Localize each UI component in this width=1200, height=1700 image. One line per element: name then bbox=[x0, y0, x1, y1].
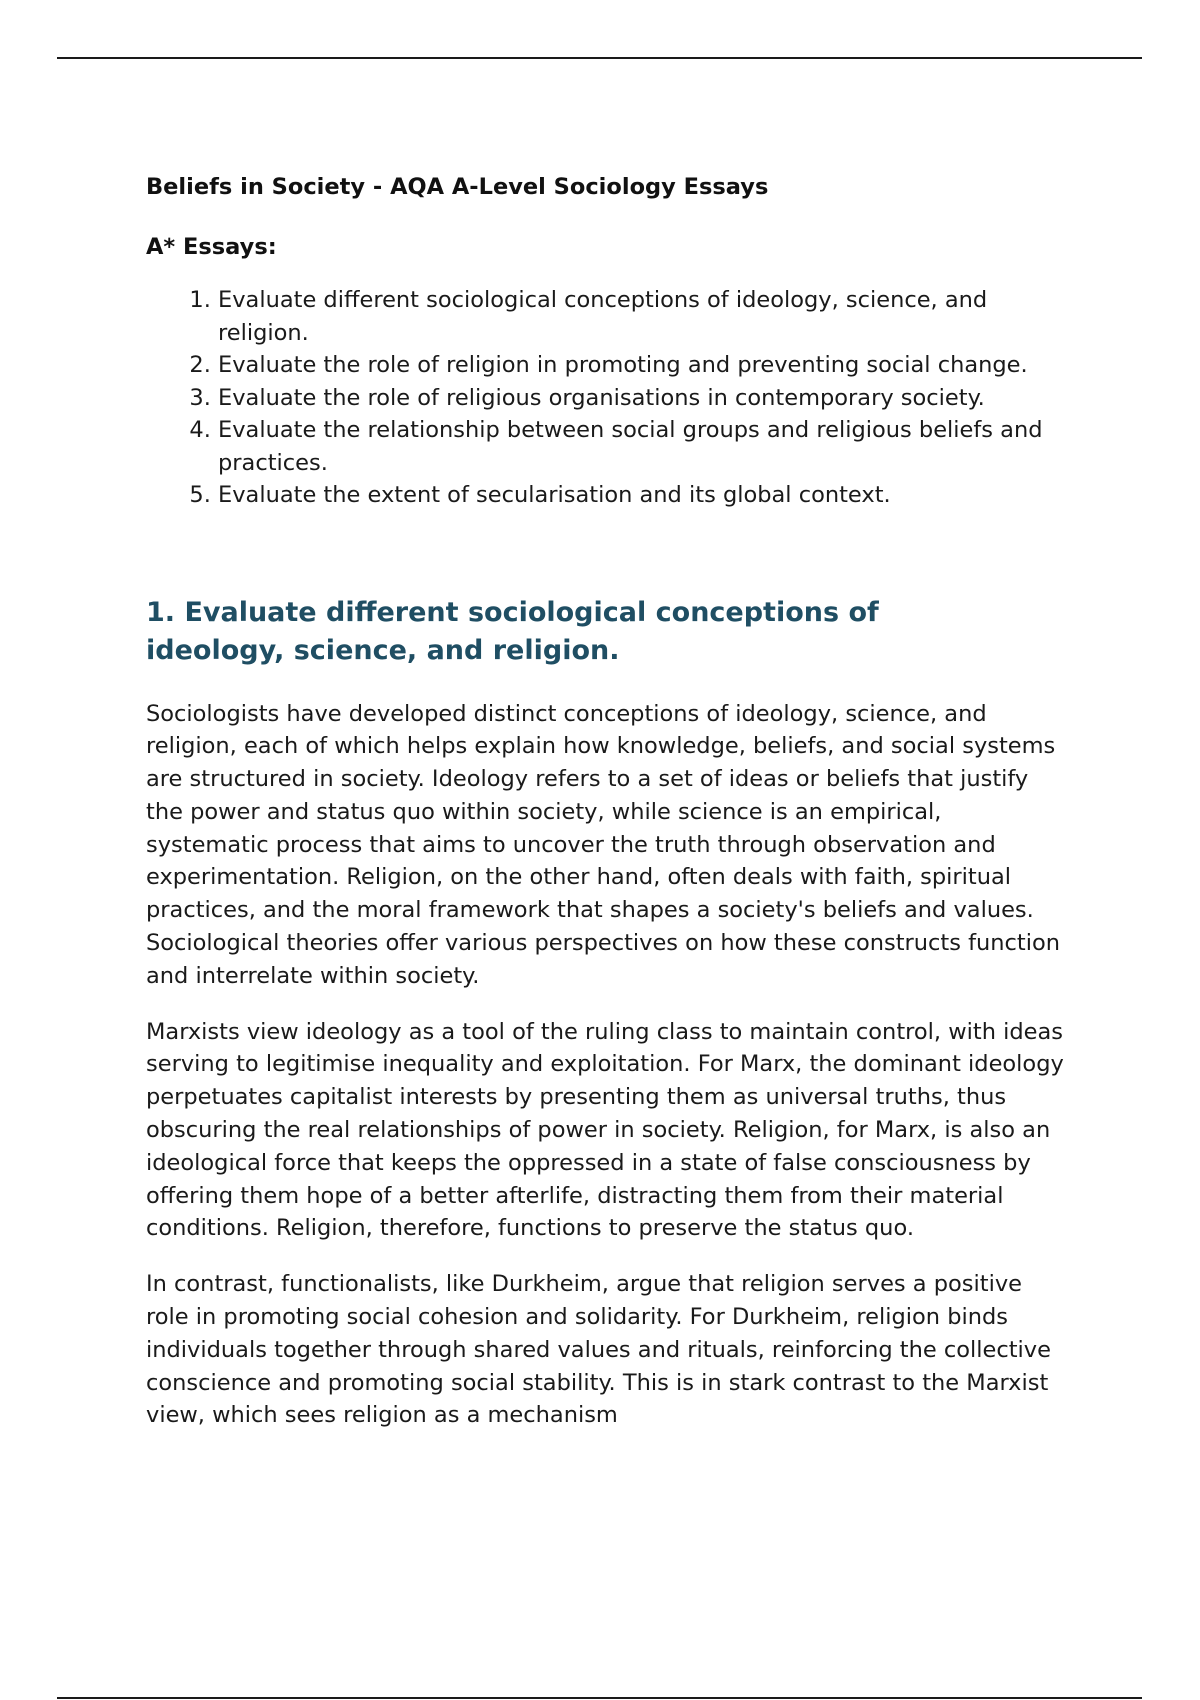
essay-list-item: 5. Evaluate the extent of secularisation and its global context. bbox=[218, 479, 1066, 512]
body-paragraph: Sociologists have developed distinct conceptions of ideology, science, and religion, each of which helps explain how knowledge, beliefs, and social systems are structured in society. Ideology refers to a set of ideas or beliefs that justify the power and status quo within society, while science is an empirical, systematic process that aims to uncover the truth through observation and experimentation. Religion, on the other hand, often deals with faith, spiritual practices, and the moral framework that shapes a society's beliefs and values. Sociological theories offer various perspectives on how these constructs function and interrelate within society. bbox=[146, 700, 1061, 989]
top-rule bbox=[57, 57, 1142, 59]
essay-list-item: 3. Evaluate the role of religious organisations in contemporary society. bbox=[218, 382, 1066, 415]
essay-list-item: 1. Evaluate different sociological conceptions of ideology, science, and religion. bbox=[218, 284, 1066, 349]
page-content bbox=[146, 170, 1066, 1432]
bottom-rule bbox=[57, 1697, 1142, 1699]
body-paragraph: Marxists view ideology as a tool of the ruling class to maintain control, with ideas serving to legitimise inequality and exploitation. For Marx, the dominant ideology perpetuates capitalist interests by presenting them as universal truths, thus obscuring the real relationships of power in society. Religion, for Marx, is also an ideological force that keeps the oppressed in a state of false consciousness by offering them hope of a better afterlife, distracting them from their material conditions. Religion, therefore, functions to preserve the status quo. bbox=[146, 1018, 1064, 1242]
document-title: Beliefs in Society - AQA A-Level Sociology Essays bbox=[146, 174, 769, 200]
section-heading: 1. Evaluate different sociological conceptions of ideology, science, and religion. bbox=[146, 596, 879, 666]
body-paragraph: In contrast, functionalists, like Durkheim, argue that religion serves a positive role in promoting social cohesion and solidarity. For Durkheim, religion binds individuals together through shared values and rituals, reinforcing the collective conscience and promoting social stability. This is in stark contrast to the Marxist view, which sees religion as a mechanism bbox=[146, 1271, 1051, 1429]
essay-list-heading: A* Essays: bbox=[146, 234, 277, 260]
essay-list-item: 4. Evaluate the relationship between social groups and religious beliefs and practices. bbox=[218, 414, 1066, 479]
essay-list bbox=[146, 284, 1066, 512]
essay-list-item: 2. Evaluate the role of religion in promoting and preventing social change. bbox=[218, 349, 1066, 382]
